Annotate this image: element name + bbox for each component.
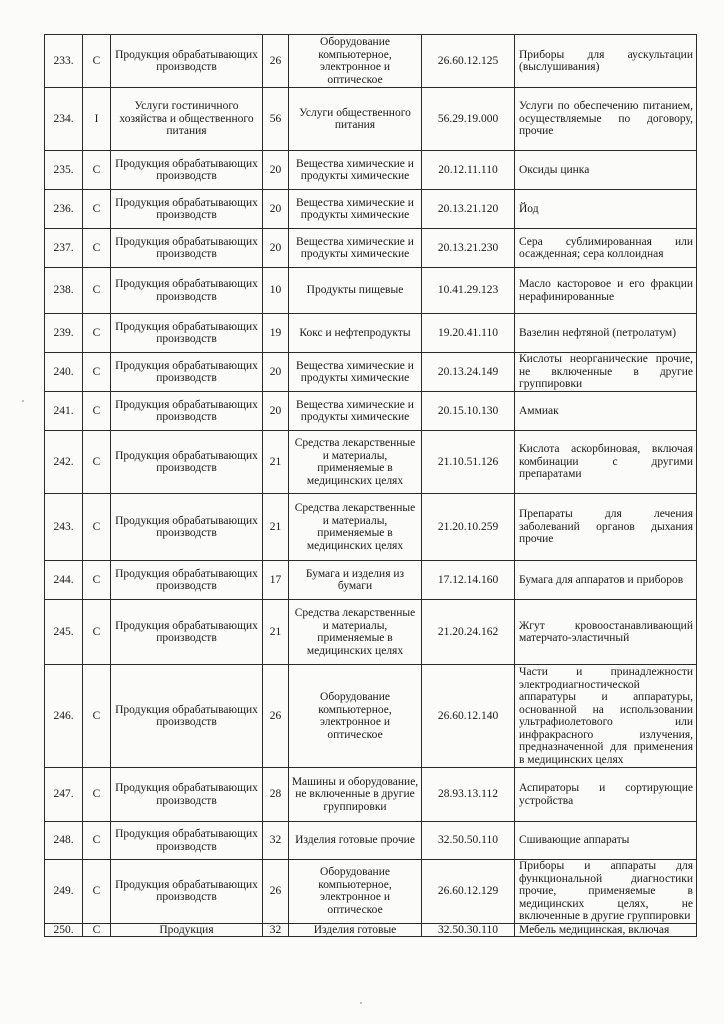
item-description: Йод [515, 190, 697, 229]
scan-speck [22, 400, 24, 402]
section-letter: C [83, 431, 111, 494]
section-letter: C [83, 561, 111, 600]
item-description: Сера сублимированная или осажденная; сера коллоидная [515, 229, 697, 268]
division-code: 20 [263, 190, 289, 229]
section-letter: C [83, 494, 111, 561]
item-description: Аспираторы и сортирующие устройства [515, 768, 697, 822]
section-letter: C [83, 229, 111, 268]
item-description: Кислоты неорганические прочие, не включенные в другие группировки [515, 353, 697, 392]
okpd-code: 10.41.29.123 [422, 268, 515, 314]
section-letter: C [83, 151, 111, 190]
division-code: 20 [263, 229, 289, 268]
item-description: Препараты для лечения заболеваний органов дыхания прочие [515, 494, 697, 561]
item-description: Мебель медицинская, включая [515, 923, 697, 937]
section-name: Продукция обрабатывающих производств [111, 353, 263, 392]
section-name: Продукция обрабатывающих производств [111, 35, 263, 88]
scan-speck [360, 1002, 362, 1004]
table-row [45, 151, 697, 190]
row-number: 239. [45, 314, 83, 353]
table-body [45, 35, 697, 937]
okpd-code: 21.10.51.126 [422, 431, 515, 494]
division-name: Вещества химические и продукты химические [289, 190, 422, 229]
item-description: Кислота аскорбиновая, включая комбинации с другими препаратами [515, 431, 697, 494]
row-number: 240. [45, 353, 83, 392]
section-name: Продукция обрабатывающих производств [111, 229, 263, 268]
section-name: Продукция обрабатывающих производств [111, 561, 263, 600]
item-description: Масло касторовое и его фракции нерафинированные [515, 268, 697, 314]
division-name: Бумага и изделия из бумаги [289, 561, 422, 600]
section-name: Услуги гостиничного хозяйства и общественного питания [111, 88, 263, 151]
section-letter: C [83, 665, 111, 768]
section-letter: C [83, 768, 111, 822]
table-row [45, 860, 697, 924]
division-code: 19 [263, 314, 289, 353]
section-name: Продукция обрабатывающих производств [111, 392, 263, 431]
division-code: 56 [263, 88, 289, 151]
division-name: Вещества химические и продукты химические [289, 151, 422, 190]
row-number: 241. [45, 392, 83, 431]
okpd-code: 26.60.12.140 [422, 665, 515, 768]
division-name: Вещества химические и продукты химические [289, 229, 422, 268]
division-code: 21 [263, 494, 289, 561]
row-number: 250. [45, 923, 83, 937]
section-letter: C [83, 392, 111, 431]
item-description: Бумага для аппаратов и приборов [515, 561, 697, 600]
okpd-code: 21.20.10.259 [422, 494, 515, 561]
section-name: Продукция обрабатывающих производств [111, 151, 263, 190]
table-row [45, 35, 697, 88]
section-letter: C [83, 314, 111, 353]
division-name: Вещества химические и продукты химические [289, 353, 422, 392]
table-row [45, 392, 697, 431]
item-description: Аммиак [515, 392, 697, 431]
table-row [45, 229, 697, 268]
row-number: 238. [45, 268, 83, 314]
row-number: 237. [45, 229, 83, 268]
division-code: 17 [263, 561, 289, 600]
section-name: Продукция обрабатывающих производств [111, 665, 263, 768]
row-number: 242. [45, 431, 83, 494]
section-letter: C [83, 268, 111, 314]
division-name: Средства лекарственные и материалы, применяемые в медицинских целях [289, 494, 422, 561]
division-code: 10 [263, 268, 289, 314]
division-code: 32 [263, 923, 289, 937]
section-letter: C [83, 860, 111, 924]
okpd-code: 17.12.14.160 [422, 561, 515, 600]
okpd-code: 26.60.12.129 [422, 860, 515, 924]
okpd-code: 56.29.19.000 [422, 88, 515, 151]
division-name: Изделия готовые прочие [289, 822, 422, 860]
table-row [45, 190, 697, 229]
row-number: 244. [45, 561, 83, 600]
division-name: Средства лекарственные и материалы, применяемые в медицинских целях [289, 600, 422, 665]
section-letter: C [83, 923, 111, 937]
section-name: Продукция обрабатывающих производств [111, 860, 263, 924]
division-name: Изделия готовые [289, 923, 422, 937]
section-name: Продукция обрабатывающих производств [111, 268, 263, 314]
item-description: Оксиды цинка [515, 151, 697, 190]
row-number: 247. [45, 768, 83, 822]
item-description: Услуги по обеспечению питанием, осуществляемые по договору, прочие [515, 88, 697, 151]
okpd-code: 20.13.24.149 [422, 353, 515, 392]
row-number: 248. [45, 822, 83, 860]
okpd-code: 21.20.24.162 [422, 600, 515, 665]
table-row [45, 353, 697, 392]
section-letter: C [83, 353, 111, 392]
section-letter: C [83, 35, 111, 88]
division-name: Оборудование компьютерное, электронное и оптическое [289, 665, 422, 768]
section-letter: C [83, 190, 111, 229]
item-description: Части и принадлежности электродиагностической аппаратуры и аппаратуры, основанной на использовании ультрафиолетового или инфракрасного излучения, предназначенной для применения в медицинских целях [515, 665, 697, 768]
division-name: Оборудование компьютерное, электронное и оптическое [289, 35, 422, 88]
okpd-code: 20.12.11.110 [422, 151, 515, 190]
table-row [45, 923, 697, 937]
section-name: Продукция [111, 923, 263, 937]
section-name: Продукция обрабатывающих производств [111, 822, 263, 860]
section-name: Продукция обрабатывающих производств [111, 600, 263, 665]
okpd-code: 28.93.13.112 [422, 768, 515, 822]
item-description: Приборы для аускультации (выслушивания) [515, 35, 697, 88]
section-name: Продукция обрабатывающих производств [111, 494, 263, 561]
okpd-code: 32.50.50.110 [422, 822, 515, 860]
division-name: Продукты пищевые [289, 268, 422, 314]
okpd-code: 32.50.30.110 [422, 923, 515, 937]
division-code: 20 [263, 151, 289, 190]
section-name: Продукция обрабатывающих производств [111, 314, 263, 353]
division-code: 20 [263, 353, 289, 392]
okpd-code: 19.20.41.110 [422, 314, 515, 353]
table-row [45, 314, 697, 353]
row-number: 234. [45, 88, 83, 151]
division-code: 32 [263, 822, 289, 860]
table-row [45, 665, 697, 768]
row-number: 243. [45, 494, 83, 561]
row-number: 246. [45, 665, 83, 768]
section-letter: C [83, 600, 111, 665]
row-number: 233. [45, 35, 83, 88]
division-name: Кокс и нефтепродукты [289, 314, 422, 353]
okpd-code: 20.13.21.120 [422, 190, 515, 229]
table-row [45, 822, 697, 860]
division-code: 20 [263, 392, 289, 431]
table-row [45, 768, 697, 822]
okpd-code: 20.13.21.230 [422, 229, 515, 268]
okpd-code: 26.60.12.125 [422, 35, 515, 88]
item-description: Жгут кровоостанавливающий матерчато-эластичный [515, 600, 697, 665]
okpd-table [44, 34, 697, 937]
division-name: Вещества химические и продукты химические [289, 392, 422, 431]
section-letter: I [83, 88, 111, 151]
table-row [45, 268, 697, 314]
row-number: 236. [45, 190, 83, 229]
section-name: Продукция обрабатывающих производств [111, 768, 263, 822]
item-description: Приборы и аппараты для функциональной диагностики прочие, применяемые в медицинских целях, не включенные в другие группировки [515, 860, 697, 924]
division-name: Оборудование компьютерное, электронное и оптическое [289, 860, 422, 924]
division-name: Услуги общественного питания [289, 88, 422, 151]
table-row [45, 494, 697, 561]
division-code: 21 [263, 431, 289, 494]
division-code: 28 [263, 768, 289, 822]
table-row [45, 88, 697, 151]
division-code: 26 [263, 860, 289, 924]
item-description: Вазелин нефтяной (петролатум) [515, 314, 697, 353]
row-number: 245. [45, 600, 83, 665]
division-code: 26 [263, 35, 289, 88]
section-name: Продукция обрабатывающих производств [111, 190, 263, 229]
division-name: Машины и оборудование, не включенные в другие группировки [289, 768, 422, 822]
section-name: Продукция обрабатывающих производств [111, 431, 263, 494]
division-name: Средства лекарственные и материалы, применяемые в медицинских целях [289, 431, 422, 494]
section-letter: C [83, 822, 111, 860]
table-row [45, 431, 697, 494]
okpd-code: 20.15.10.130 [422, 392, 515, 431]
table-row [45, 600, 697, 665]
row-number: 249. [45, 860, 83, 924]
row-number: 235. [45, 151, 83, 190]
division-code: 21 [263, 600, 289, 665]
item-description: Сшивающие аппараты [515, 822, 697, 860]
table-row [45, 561, 697, 600]
division-code: 26 [263, 665, 289, 768]
